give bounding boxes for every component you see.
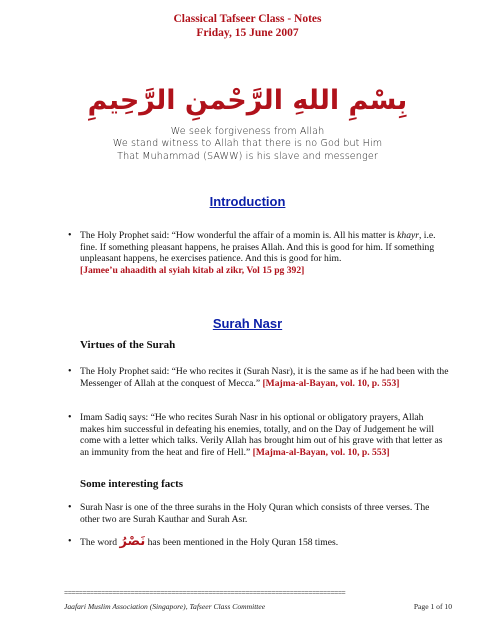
bullet-icon: • [68,502,72,513]
reference: [Majma-al-Bayan, vol. 10, p. 553] [252,446,390,458]
list-item: • The word نَصْرُ has been mentioned in the Holy Quran 158 times. [68,534,339,549]
list-item: • Imam Sadiq says: “He who recites Surah Nasr in his optional or obligatory prayers, Allah makes him successful in defeating his enemies, totally, and on the Day of Judgement he will come with a letter which talks. Verily Allah has brought him out of his grave with that letter as an immunity from the heat and fire of Hell.” [Majma-al-Bayan, vol. 10, p. 553] [68,412,443,458]
list-item: • The Holy Prophet said: “How wonderful the affair of a momin is. All his matter is khayr, i.e. fine. If something pleasant happens, he praises Allah. And this is good for him. If something unpleasant happens, he exercises patience. And this is good for him. [Jamee’u ahaadith al syiah kitab al zikr, Vol 15 pg 392] [68,230,436,276]
opening-line: We stand witness to Allah that there is no God but Him [112,138,383,150]
bullet-icon: • [68,412,72,423]
bullet-icon: • [68,366,72,377]
header-title: Classical Tafseer Class - Notes [173,13,322,25]
introduction-title: Introduction [209,194,286,209]
reference: [Jamee’u ahaadith al syiah kitab al zikr, Vol 15 pg 392] [80,264,305,276]
opening-line: We seek forgiveness from Allah [170,126,325,137]
bullet-icon: • [68,536,72,547]
facts-list-2 [70,536,450,549]
page-number: Page 1 of 10 [413,602,452,611]
header-date: Friday, 15 June 2007 [196,27,299,39]
virtues-list-2 [70,412,450,458]
opening-line: That Muhammad (SAWW) is his slave and messenger [117,150,378,162]
list-item: • Surah Nasr is one of the three surahs in the Holy Quran which consists of three verses. The other two are Surah Kauthar and Surah Asr. [68,502,430,525]
arabic-word-nasr: نَصْرُ [119,534,146,549]
page-footer [64,602,452,611]
footer-rule: ============================================================================ [64,590,346,598]
facts-heading: Some interesting facts [80,478,184,490]
introduction-list [70,230,450,276]
opening-lines [0,126,495,163]
footer-organization: Jaafari Muslim Association (Singapore), Tafseer Class Committee [64,602,266,611]
virtues-list [70,366,450,389]
basmala-heading: بِسْمِ اللهِ الرَّحْمنِ الرَّحِيمِ [87,85,408,116]
list-item: • The Holy Prophet said: “He who recites it (Surah Nasr), it is the same as if he had been with the Messenger of Allah at the conquest of Mecca.” [Majma-al-Bayan, vol. 10, p. 553] [68,366,449,389]
surah-nasr-title: Surah Nasr [212,316,283,331]
bullet-icon: • [68,230,72,241]
virtues-heading: Virtues of the Surah [80,339,176,351]
page-header [0,12,495,40]
reference: [Majma-al-Bayan, vol. 10, p. 553] [262,377,400,389]
facts-list [70,502,450,525]
